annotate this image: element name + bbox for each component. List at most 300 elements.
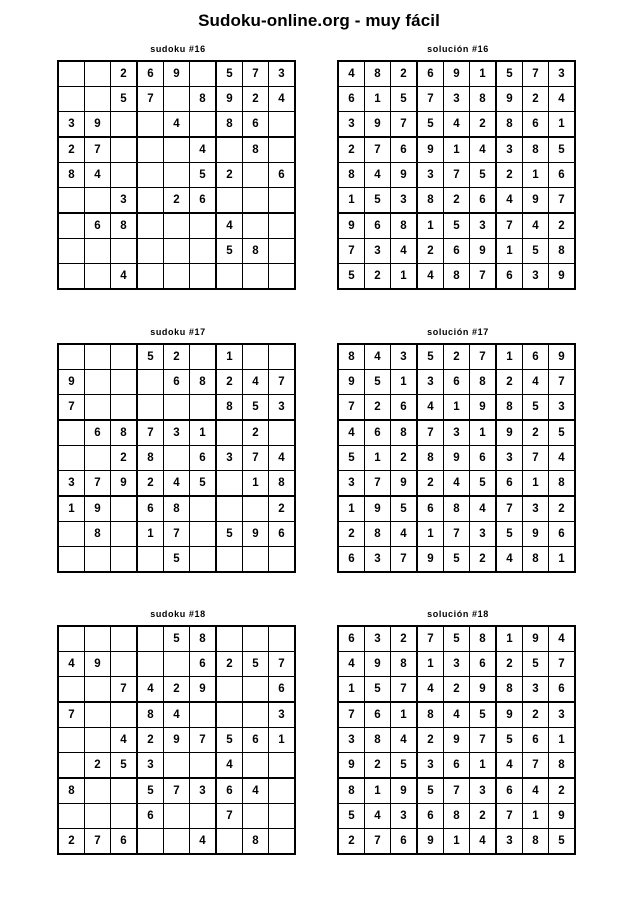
grid-cell: [269, 804, 296, 829]
grid-cell: 3: [523, 677, 549, 703]
grid-cell: 3: [470, 778, 497, 804]
grid-cell: 2: [444, 344, 470, 370]
grid-cell: [164, 264, 190, 290]
grid-row: [58, 137, 295, 163]
grid-cell: 7: [417, 626, 444, 652]
grid-cell: 7: [365, 471, 391, 497]
grid-cell: [164, 652, 190, 677]
grid-cell: [243, 188, 269, 214]
grid-cell: 7: [444, 522, 470, 547]
grid-cell: [85, 264, 111, 290]
grid-cell: 4: [243, 778, 269, 804]
grid-cell: [216, 677, 243, 703]
grid-cell: 2: [496, 370, 523, 395]
grid-row: [338, 370, 575, 395]
grid-cell: [85, 547, 111, 573]
grid-cell: 5: [164, 626, 190, 652]
grid-cell: 4: [216, 753, 243, 779]
grid-cell: 1: [444, 137, 470, 163]
grid-cell: 8: [58, 163, 85, 188]
grid-cell: 5: [137, 778, 164, 804]
grid-cell: 5: [391, 496, 418, 522]
grid-cell: [190, 753, 217, 779]
grid-row: [338, 829, 575, 855]
grid-cell: 4: [391, 239, 418, 264]
grid-cell: 6: [417, 804, 444, 829]
grid-row: [58, 652, 295, 677]
grid-cell: 6: [523, 728, 549, 753]
grid-cell: 2: [111, 446, 138, 471]
grid-cell: 7: [85, 137, 111, 163]
grid-cell: [58, 188, 85, 214]
grid-cell: 6: [523, 112, 549, 138]
grid-cell: 5: [216, 239, 243, 264]
grid-cell: [269, 753, 296, 779]
solution-grid: [337, 625, 576, 855]
grid-cell: 7: [470, 728, 497, 753]
grid-cell: 4: [58, 652, 85, 677]
grid-cell: 9: [338, 213, 365, 239]
grid-cell: [85, 702, 111, 728]
grid-cell: [58, 213, 85, 239]
grid-cell: 7: [338, 239, 365, 264]
grid-cell: 7: [164, 778, 190, 804]
grid-cell: 6: [549, 677, 576, 703]
grid-row: [58, 547, 295, 573]
grid-cell: 7: [549, 188, 576, 214]
grid-row: [58, 163, 295, 188]
sudoku-grid: [57, 343, 296, 573]
grid-cell: [58, 728, 85, 753]
grid-cell: 3: [190, 778, 217, 804]
grid-row: [58, 702, 295, 728]
grid-cell: 7: [549, 370, 576, 395]
grid-cell: 6: [391, 137, 418, 163]
grid-cell: 5: [365, 370, 391, 395]
grid-cell: 8: [391, 420, 418, 446]
grid-row: [58, 626, 295, 652]
grid-cell: 5: [549, 420, 576, 446]
grid-cell: 7: [137, 87, 164, 112]
grid-cell: [85, 446, 111, 471]
grid-cell: 9: [523, 522, 549, 547]
grid-cell: 3: [549, 395, 576, 421]
grid-cell: 9: [444, 728, 470, 753]
grid-cell: [269, 344, 296, 370]
grid-cell: 7: [391, 547, 418, 573]
grid-cell: 4: [391, 728, 418, 753]
sudoku-grid: [57, 625, 296, 855]
grid-cell: 3: [496, 137, 523, 163]
grid-cell: 9: [523, 188, 549, 214]
grid-cell: 3: [269, 395, 296, 421]
grid-cell: 1: [523, 163, 549, 188]
grid-cell: [269, 213, 296, 239]
solution-label: solución #18: [427, 609, 489, 619]
grid-cell: 1: [365, 87, 391, 112]
grid-cell: 7: [391, 112, 418, 138]
grid-cell: 5: [549, 137, 576, 163]
grid-cell: 8: [164, 496, 190, 522]
grid-cell: 3: [58, 112, 85, 138]
grid-cell: [190, 804, 217, 829]
grid-row: [58, 87, 295, 112]
grid-cell: 2: [496, 652, 523, 677]
grid-cell: 1: [417, 522, 444, 547]
grid-cell: 2: [216, 370, 243, 395]
grid-cell: 6: [216, 778, 243, 804]
grid-cell: 2: [417, 471, 444, 497]
grid-cell: [58, 677, 85, 703]
grid-cell: 8: [391, 213, 418, 239]
grid-row: [338, 522, 575, 547]
grid-cell: 1: [549, 728, 576, 753]
grid-cell: 9: [111, 471, 138, 497]
grid-cell: 9: [58, 370, 85, 395]
grid-cell: 3: [58, 471, 85, 497]
grid-cell: 7: [523, 446, 549, 471]
grid-row: [58, 446, 295, 471]
grid-cell: 4: [338, 61, 365, 87]
grid-cell: 9: [243, 522, 269, 547]
grid-cell: 3: [338, 728, 365, 753]
grid-cell: [58, 420, 85, 446]
grid-cell: 6: [137, 61, 164, 87]
grid-cell: 5: [391, 87, 418, 112]
grid-cell: 6: [417, 61, 444, 87]
grid-cell: 2: [365, 264, 391, 290]
grid-cell: [190, 496, 217, 522]
grid-cell: 1: [496, 626, 523, 652]
grid-cell: 6: [417, 496, 444, 522]
grid-cell: 7: [190, 728, 217, 753]
grid-cell: 4: [444, 112, 470, 138]
grid-cell: 4: [549, 626, 576, 652]
grid-cell: 8: [216, 112, 243, 138]
grid-cell: [190, 395, 217, 421]
grid-cell: 8: [111, 420, 138, 446]
grid-cell: 5: [496, 728, 523, 753]
grid-cell: [111, 112, 138, 138]
grid-cell: 2: [417, 728, 444, 753]
grid-cell: [137, 652, 164, 677]
grid-cell: 2: [269, 496, 296, 522]
grid-cell: [111, 778, 138, 804]
grid-cell: [58, 522, 85, 547]
grid-cell: 1: [269, 728, 296, 753]
grid-cell: 3: [444, 87, 470, 112]
grid-cell: [190, 547, 217, 573]
grid-cell: 4: [496, 547, 523, 573]
grid-cell: 6: [269, 677, 296, 703]
grid-cell: 6: [269, 163, 296, 188]
grid-cell: 2: [391, 446, 418, 471]
grid-cell: 4: [164, 702, 190, 728]
grid-row: [338, 728, 575, 753]
grid-cell: [58, 626, 85, 652]
grid-cell: 3: [111, 188, 138, 214]
grid-cell: 5: [470, 702, 497, 728]
grid-cell: [164, 395, 190, 421]
grid-cell: 5: [444, 213, 470, 239]
solution-label: solución #16: [427, 44, 489, 54]
grid-cell: [137, 137, 164, 163]
grid-cell: 2: [417, 239, 444, 264]
grid-cell: 6: [85, 213, 111, 239]
grid-cell: [137, 112, 164, 138]
grid-cell: [164, 829, 190, 855]
grid-cell: [137, 626, 164, 652]
grid-row: [338, 547, 575, 573]
grid-cell: 7: [496, 804, 523, 829]
grid-cell: 1: [338, 188, 365, 214]
grid-cell: 3: [365, 547, 391, 573]
grid-row: [338, 753, 575, 779]
grid-cell: 9: [365, 496, 391, 522]
grid-cell: 7: [470, 264, 497, 290]
grid-cell: 7: [523, 61, 549, 87]
grid-cell: [243, 213, 269, 239]
grid-row: [58, 496, 295, 522]
grid-cell: 9: [338, 753, 365, 779]
grid-cell: 3: [164, 420, 190, 446]
grid-cell: [111, 496, 138, 522]
grid-cell: 3: [417, 753, 444, 779]
grid-cell: 1: [338, 677, 365, 703]
grid-cell: 2: [391, 626, 418, 652]
grid-cell: [111, 370, 138, 395]
grid-cell: 8: [190, 87, 217, 112]
grid-cell: 7: [243, 61, 269, 87]
grid-cell: 8: [216, 395, 243, 421]
grid-cell: 3: [549, 702, 576, 728]
grid-cell: 4: [417, 677, 444, 703]
grid-cell: 7: [269, 652, 296, 677]
grid-row: [338, 446, 575, 471]
grid-row: [58, 420, 295, 446]
grid-cell: 9: [164, 728, 190, 753]
grid-cell: [58, 804, 85, 829]
grid-cell: 3: [470, 213, 497, 239]
grid-row: [338, 213, 575, 239]
grid-cell: 1: [549, 547, 576, 573]
grid-cell: 1: [470, 420, 497, 446]
grid-cell: [190, 213, 217, 239]
grid-cell: 2: [523, 420, 549, 446]
solution-label: solución #17: [427, 327, 489, 337]
grid-cell: 1: [338, 496, 365, 522]
grid-cell: 4: [269, 446, 296, 471]
grid-cell: [58, 446, 85, 471]
grid-cell: 8: [338, 163, 365, 188]
grid-cell: 7: [164, 522, 190, 547]
grid-cell: 3: [391, 188, 418, 214]
grid-row: [338, 344, 575, 370]
grid-cell: 8: [243, 829, 269, 855]
grid-row: [338, 420, 575, 446]
grid-row: [58, 728, 295, 753]
solution-grid: [337, 60, 576, 290]
sudoku-grid: [57, 60, 296, 290]
grid-cell: 9: [216, 87, 243, 112]
grid-cell: [58, 547, 85, 573]
grid-cell: 5: [111, 87, 138, 112]
grid-cell: 1: [470, 753, 497, 779]
grid-cell: 8: [137, 446, 164, 471]
grid-cell: 3: [523, 496, 549, 522]
grid-cell: 9: [444, 61, 470, 87]
grid-cell: 6: [444, 370, 470, 395]
grid-cell: [243, 264, 269, 290]
grid-cell: 8: [549, 239, 576, 264]
grid-cell: 8: [365, 522, 391, 547]
grid-cell: 4: [365, 344, 391, 370]
grid-cell: 9: [444, 446, 470, 471]
grid-cell: 8: [417, 702, 444, 728]
grid-cell: 6: [137, 496, 164, 522]
grid-cell: 9: [549, 804, 576, 829]
grid-cell: 8: [496, 112, 523, 138]
grid-cell: 7: [417, 87, 444, 112]
grid-row: [338, 652, 575, 677]
grid-cell: 5: [190, 163, 217, 188]
grid-cell: [216, 420, 243, 446]
grid-cell: 4: [190, 137, 217, 163]
grid-row: [338, 626, 575, 652]
grid-cell: 3: [216, 446, 243, 471]
grid-cell: 5: [496, 61, 523, 87]
grid-cell: 8: [549, 753, 576, 779]
grid-cell: [164, 239, 190, 264]
grid-cell: 6: [190, 652, 217, 677]
grid-cell: 9: [496, 420, 523, 446]
grid-cell: 5: [417, 778, 444, 804]
grid-row: [58, 61, 295, 87]
grid-cell: 2: [243, 87, 269, 112]
grid-cell: 6: [365, 702, 391, 728]
grid-cell: 2: [549, 213, 576, 239]
grid-row: [338, 163, 575, 188]
grid-cell: 2: [523, 702, 549, 728]
grid-cell: 2: [338, 829, 365, 855]
grid-cell: 8: [111, 213, 138, 239]
grid-row: [338, 61, 575, 87]
grid-cell: [190, 112, 217, 138]
grid-cell: [164, 87, 190, 112]
grid-cell: 7: [137, 420, 164, 446]
grid-cell: [137, 213, 164, 239]
puzzle-label: sudoku #16: [150, 44, 206, 54]
page-title: Sudoku-online.org - muy fácil: [198, 11, 440, 30]
grid-cell: 5: [216, 61, 243, 87]
grid-cell: 5: [338, 446, 365, 471]
grid-cell: 7: [496, 213, 523, 239]
grid-cell: 6: [470, 188, 497, 214]
grid-cell: 7: [243, 446, 269, 471]
grid-cell: 2: [164, 344, 190, 370]
grid-cell: 5: [444, 626, 470, 652]
grid-cell: [85, 677, 111, 703]
grid-row: [58, 471, 295, 497]
grid-cell: 4: [523, 778, 549, 804]
grid-row: [338, 702, 575, 728]
grid-cell: 2: [444, 677, 470, 703]
grid-row: [58, 753, 295, 779]
grid-cell: 6: [470, 652, 497, 677]
grid-cell: 3: [444, 420, 470, 446]
grid-cell: 9: [85, 112, 111, 138]
grid-cell: 3: [391, 344, 418, 370]
grid-cell: 6: [137, 804, 164, 829]
grid-cell: [216, 829, 243, 855]
grid-row: [58, 112, 295, 138]
grid-cell: 5: [417, 112, 444, 138]
grid-cell: 4: [338, 652, 365, 677]
grid-cell: [111, 239, 138, 264]
grid-cell: 9: [365, 112, 391, 138]
grid-cell: 2: [470, 547, 497, 573]
grid-cell: 7: [549, 652, 576, 677]
grid-cell: 6: [496, 778, 523, 804]
grid-cell: 6: [391, 829, 418, 855]
grid-cell: 8: [137, 702, 164, 728]
grid-cell: 8: [338, 344, 365, 370]
grid-cell: 1: [470, 61, 497, 87]
grid-cell: 6: [190, 446, 217, 471]
grid-cell: 6: [85, 420, 111, 446]
grid-cell: 6: [549, 522, 576, 547]
grid-cell: 5: [391, 753, 418, 779]
grid-cell: [190, 702, 217, 728]
grid-cell: 9: [365, 652, 391, 677]
grid-cell: 2: [338, 137, 365, 163]
grid-cell: [269, 547, 296, 573]
grid-cell: 9: [470, 677, 497, 703]
grid-cell: 4: [137, 677, 164, 703]
grid-cell: 1: [496, 344, 523, 370]
grid-row: [58, 264, 295, 290]
grid-cell: 2: [58, 829, 85, 855]
grid-cell: 4: [164, 471, 190, 497]
grid-cell: 3: [444, 652, 470, 677]
grid-row: [338, 471, 575, 497]
grid-cell: 5: [549, 829, 576, 855]
grid-row: [58, 239, 295, 264]
solution-grid: [337, 343, 576, 573]
grid-cell: [216, 496, 243, 522]
grid-cell: 5: [243, 652, 269, 677]
grid-cell: [216, 547, 243, 573]
grid-row: [338, 112, 575, 138]
grid-cell: [111, 652, 138, 677]
grid-cell: 1: [444, 395, 470, 421]
grid-row: [58, 677, 295, 703]
grid-cell: [269, 112, 296, 138]
grid-cell: 3: [365, 239, 391, 264]
grid-cell: 8: [243, 239, 269, 264]
grid-cell: [111, 163, 138, 188]
grid-cell: [111, 344, 138, 370]
grid-cell: [243, 677, 269, 703]
grid-row: [338, 395, 575, 421]
grid-row: [58, 395, 295, 421]
grid-cell: 4: [216, 213, 243, 239]
grid-cell: 5: [365, 677, 391, 703]
grid-cell: 6: [243, 112, 269, 138]
grid-cell: 8: [85, 522, 111, 547]
grid-cell: 9: [470, 239, 497, 264]
grid-cell: 4: [496, 753, 523, 779]
